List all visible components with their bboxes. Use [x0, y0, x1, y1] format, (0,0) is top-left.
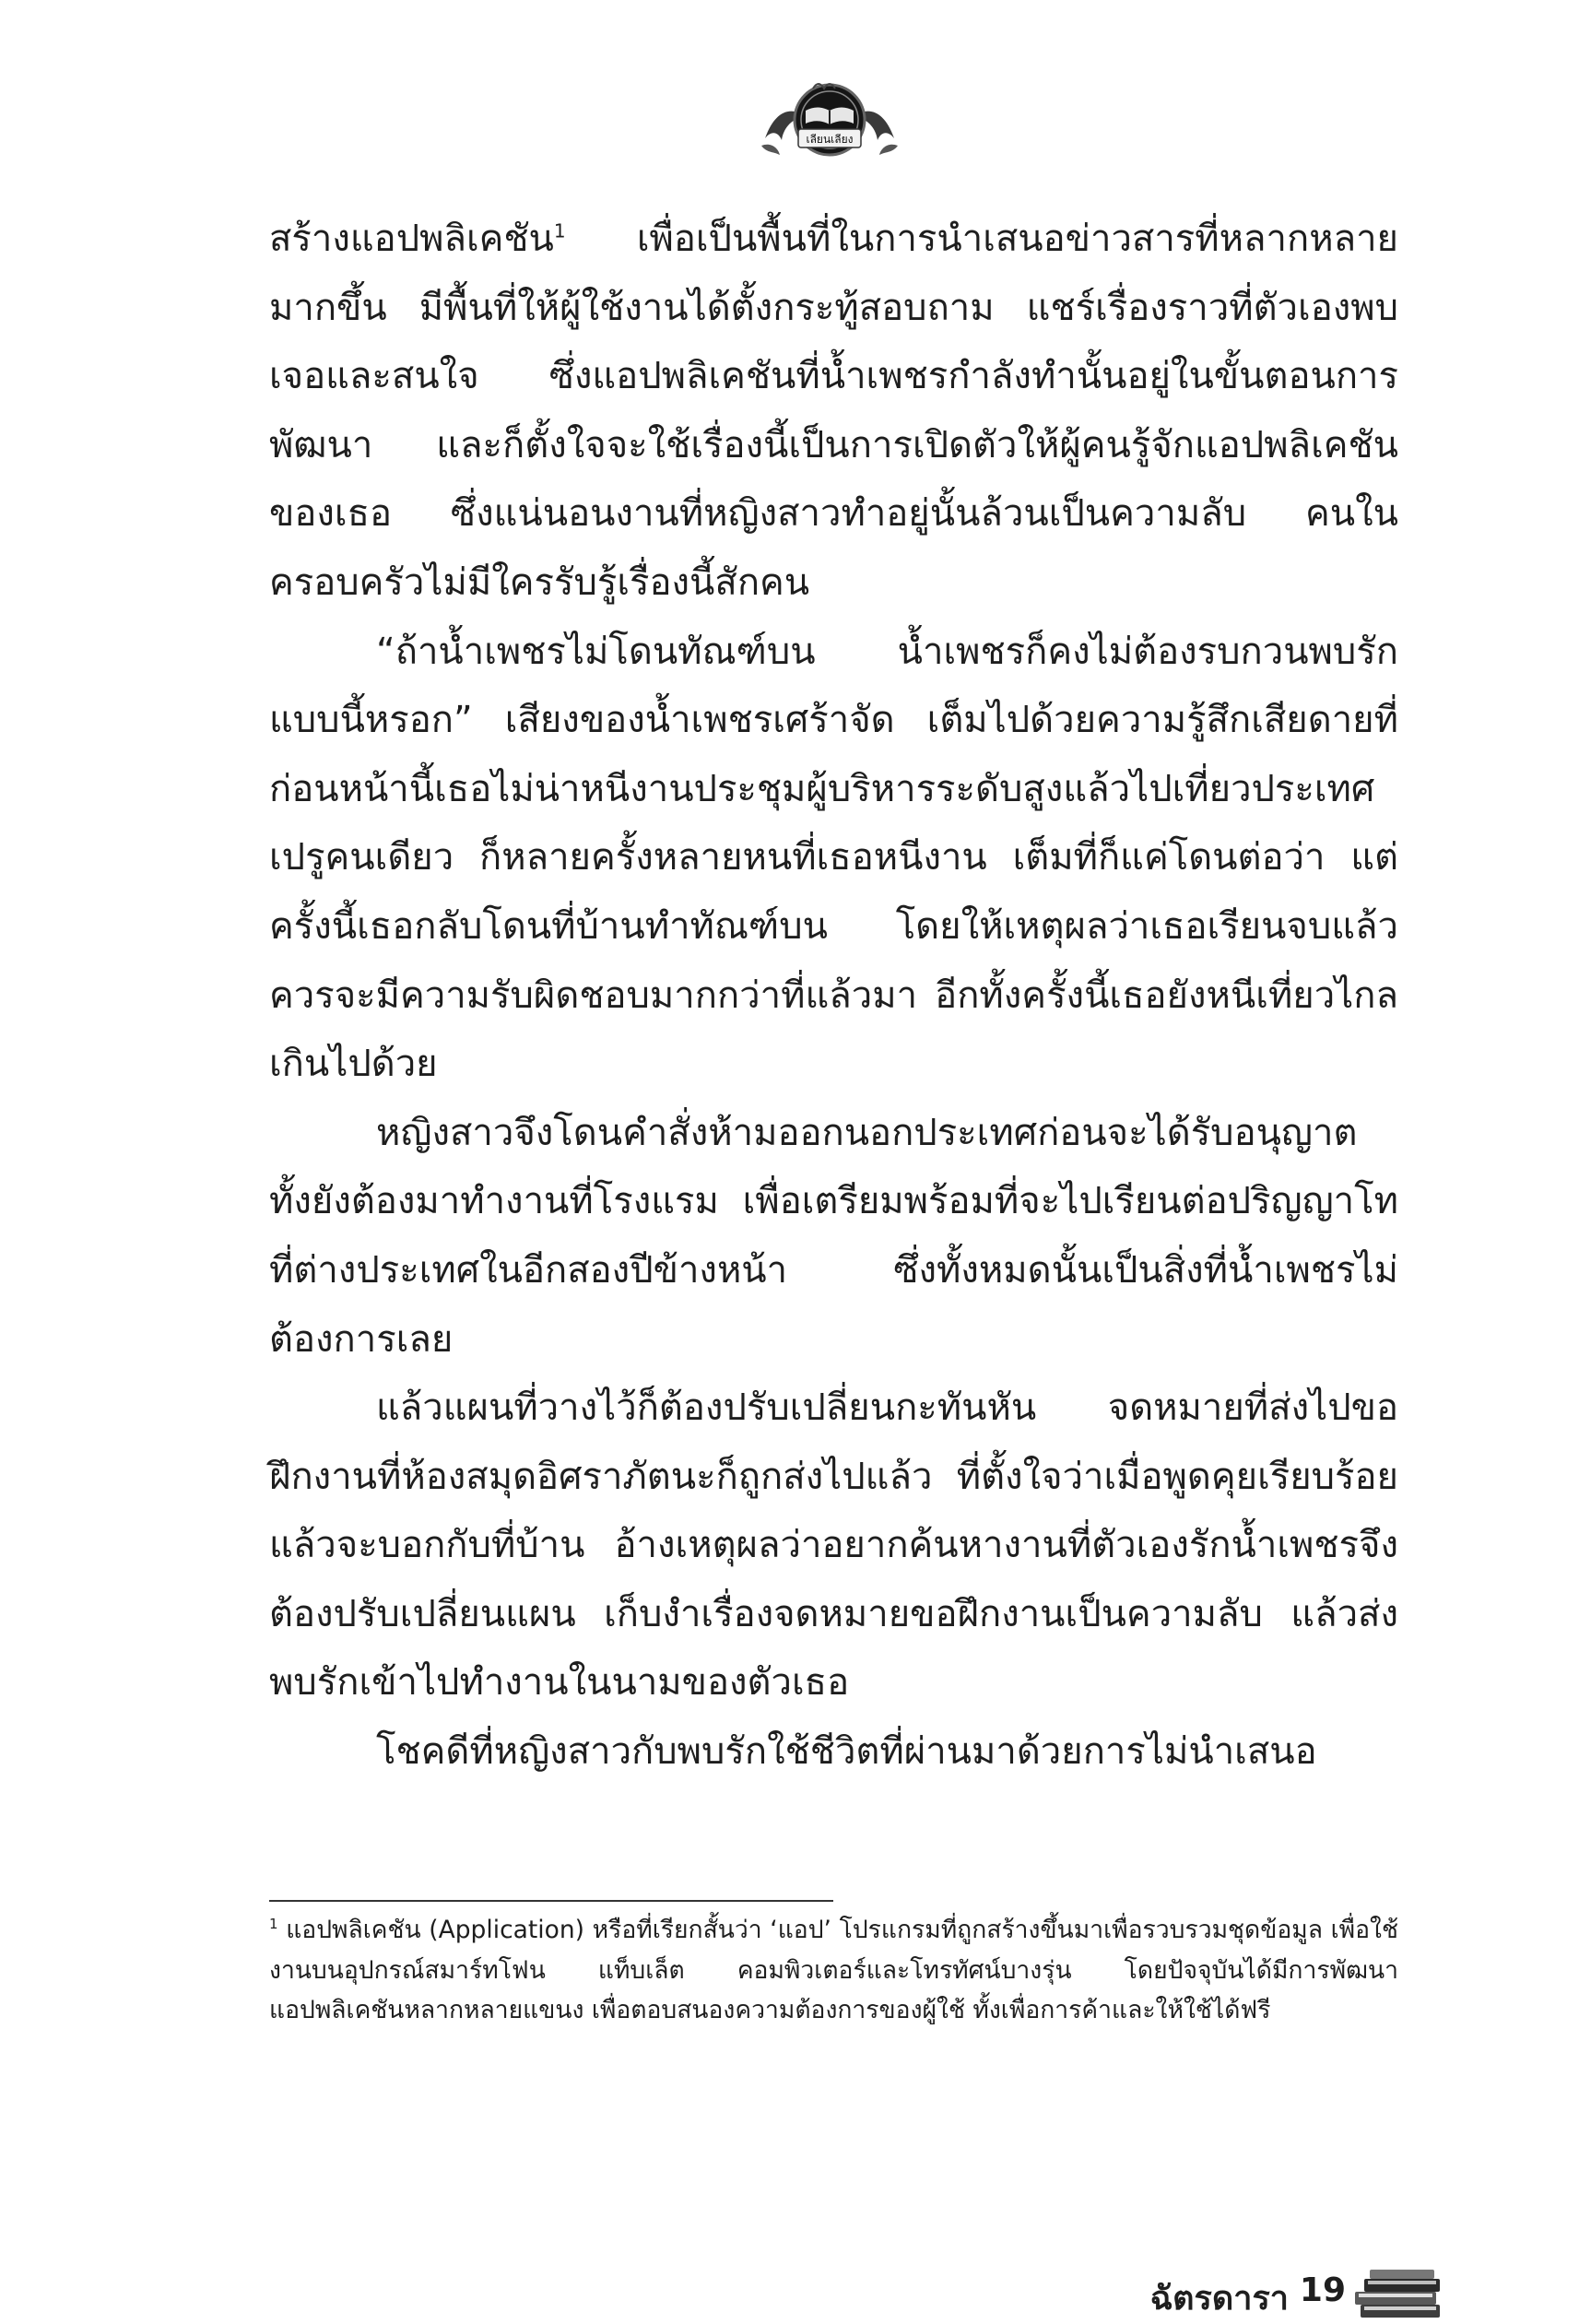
paragraph-5: โชคดีที่หญิงสาวกับพบรักใช้ชีวิตที่ผ่านมาด้วยการไม่นำเสนอ: [376, 1730, 1317, 1774]
paragraph-1: [269, 205, 1398, 618]
emblem-label: เลียนเลียง: [806, 133, 854, 146]
paragraph-2: “ถ้าน้ำเพชรไม่โดนทัณฑ์บน น้ำเพชรก็คงไม่ต้องรบกวนพบรักแบบนี้หรอก” เสียงของน้ำเพชรเศร้าจัด เต็มไปด้วยความรู้สึกเสียดายที่ก่อนหน้านี้เธอไม่น่าหนีงานประชุมผู้บริหารระดับสูงแล้วไปเที่ยวประเทศเปรูคนเดียว ก็หลายครั้งหลายหนที่เธอหนีงาน เต็มที่ก็แค่โดนต่อว่า แต่ครั้งนี้เธอกลับโดนที่บ้านทำทัณฑ์บน โดยให้เหตุผลว่าเธอเรียนจบแล้ว ควรจะมีความรับผิดชอบมากกว่าที่แล้วมา อีกทั้งครั้งนี้เธอยังหนีเที่ยวไกลเกินไปด้วย: [269, 630, 1398, 1086]
paragraph-1-after: เพื่อเป็นพื้นที่ในการนำเสนอข่าวสารที่หลากหลายมากขึ้น มีพื้นที่ให้ผู้ใช้งานได้ตั้งกระทู้สอบถาม แชร์เรื่องราวที่ตัวเองพบเจอและสนใจ ซึ่งแอปพลิเคชันที่น้ำเพชรกำลังทำนั้นอยู่ในขั้นตอนการพัฒนา และก็ตั้งใจจะใช้เรื่องนี้เป็นการเปิดตัวให้ผู้คนรู้จักแอปพลิเคชันของเธอ ซึ่งแน่นอนงานที่หญิงสาวทำอยู่นั้นล้วนเป็นความลับ คนในครอบครัวไม่มีใครรับรู้เรื่องนี้สักคน: [269, 218, 1398, 604]
footnote-reference[interactable]: 1: [553, 219, 566, 242]
footnote-divider: [269, 1900, 833, 1902]
page-footer: [1078, 2268, 1447, 2323]
footnote: [269, 1910, 1398, 2031]
paragraph-3: หญิงสาวจึงโดนคำสั่งห้ามออกนอกประเทศก่อนจะได้รับอนุญาต ทั้งยังต้องมาทำงานที่โรงแรม เพื่อเตรียมพร้อมที่จะไปเรียนต่อปริญญาโทที่ต่างประเทศในอีกสองปีข้างหน้า ซึ่งทั้งหมดนั้นเป็นสิ่งที่น้ำเพชรไม่ต้องการเลย: [269, 1111, 1398, 1361]
main-text: [269, 205, 1398, 1787]
running-title: ฉัตรดารา: [1149, 2280, 1289, 2318]
paragraph-4: แล้วแผนที่วางไว้ก็ต้องปรับเปลี่ยนกะทันหัน จดหมายที่ส่งไปขอฝึกงานที่ห้องสมุดอิศราภัตนะก็ถูกส่งไปแล้ว ที่ตั้งใจว่าเมื่อพูดคุยเรียบร้อยแล้วจะบอกกับที่บ้าน อ้างเหตุผลว่าอยากค้นหางานที่ตัวเองรักน้ำเพชรจึงต้องปรับเปลี่ยนแผน เก็บงำเรื่องจดหมายขอฝึกงานเป็นความลับ แล้วส่งพบรักเข้าไปทำงานในนามของตัวเธอ: [269, 1386, 1398, 1705]
footnote-text: [269, 1910, 1398, 2031]
paragraph-1-before: สร้างแอปพลิเคชัน: [269, 218, 554, 260]
ornamental-book-emblem-icon: [752, 74, 907, 177]
page-number: 19: [1299, 2271, 1346, 2309]
stacked-books-icon: [1351, 2268, 1447, 2323]
footnote-marker: 1: [269, 1916, 278, 1933]
footnote-body: แอปพลิเคชัน (Application) หรือที่เรียกสั้นว่า ‘แอป’ โปรแกรมที่ถูกสร้างขึ้นมาเพื่อรวบรวมชุดข้อมูล เพื่อใช้งานบนอุปกรณ์สมาร์ทโฟน แท็บเล็ต คอมพิวเตอร์และโทรทัศน์บางรุ่น โดยปัจจุบันได้มีการพัฒนาแอปพลิเคชันหลากหลายแขนง เพื่อตอบสนองความต้องการของผู้ใช้ ทั้งเพื่อการค้าและให้ใช้ได้ฟรี: [269, 1916, 1398, 2024]
